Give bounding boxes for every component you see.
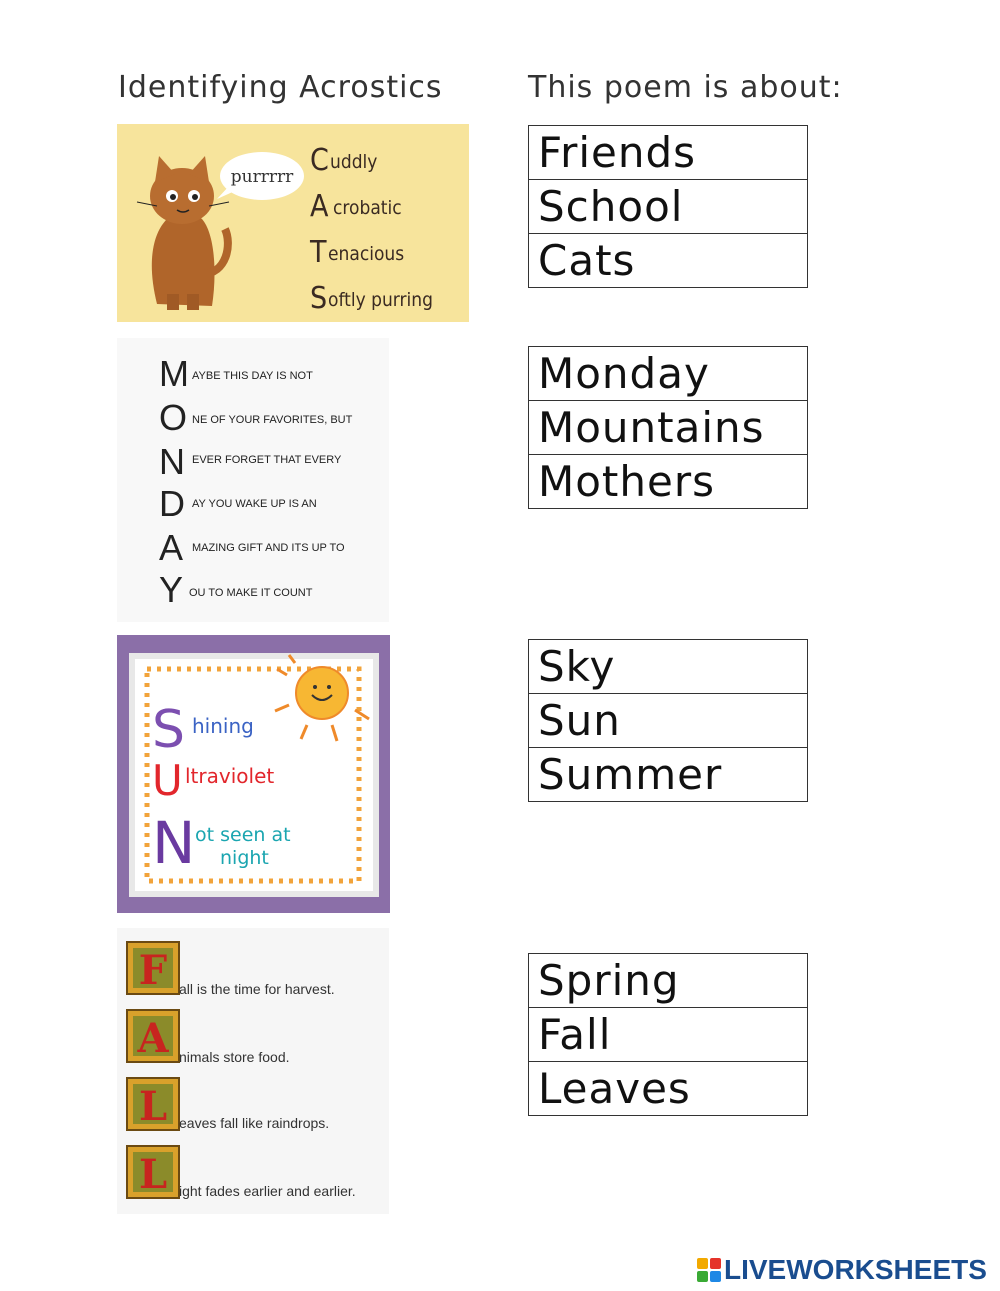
acrostic-letter: M (159, 353, 189, 394)
acrostic-line: EVER FORGET THAT EVERY (192, 454, 342, 466)
acrostic-letter: N (159, 441, 185, 482)
acrostic-letter: N (152, 809, 196, 877)
acrostic-line: enacious (328, 243, 405, 265)
answer-option[interactable]: Summer (529, 748, 807, 802)
sun-poem-image (117, 635, 390, 913)
answer-options-monday (528, 346, 808, 509)
acrostic-letter: L (138, 1083, 168, 1130)
acrostic-letter: U (152, 756, 183, 805)
acrostic-letter: A (159, 527, 184, 568)
acrostic-line: eaves fall like raindrops. (179, 1115, 330, 1131)
acrostic-line: AY YOU WAKE UP IS AN (192, 498, 317, 510)
liveworksheets-logo[interactable] (696, 1252, 987, 1288)
acrostic-line: MAZING GIFT AND ITS UP TO (192, 542, 345, 554)
acrostic-line: ot seen at (195, 824, 291, 846)
acrostic-line: nimals store food. (179, 1049, 290, 1065)
answer-option[interactable]: School (529, 180, 807, 234)
answer-option[interactable]: Cats (529, 234, 807, 288)
acrostic-line: ltraviolet (185, 764, 275, 788)
answer-option[interactable]: Friends (529, 126, 807, 180)
acrostic-line: all is the time for harvest. (179, 981, 335, 997)
worksheet-title: Identifying Acrostics (118, 70, 443, 105)
acrostic-letter: O (159, 397, 188, 438)
answer-option[interactable]: Leaves (529, 1062, 807, 1116)
answer-option[interactable]: Sky (529, 640, 807, 694)
question-prompt: This poem is about: (528, 70, 843, 105)
answer-option[interactable]: Mothers (529, 455, 807, 509)
acrostic-letter: S (310, 281, 328, 316)
acrostic-letter: S (152, 700, 186, 760)
acrostic-letter: C (310, 143, 329, 178)
acrostic-line: oftly purring (328, 289, 433, 311)
answer-option[interactable]: Monday (529, 347, 807, 401)
answer-option[interactable]: Spring (529, 954, 807, 1008)
acrostic-letter: D (159, 483, 185, 524)
monday-poem-image (117, 338, 389, 622)
acrostic-line: OU TO MAKE IT COUNT (189, 587, 313, 599)
acrostic-letter: T (310, 235, 327, 270)
acrostic-letter: Y (159, 569, 184, 610)
answer-option[interactable]: Sun (529, 694, 807, 748)
acrostic-line: uddly (330, 151, 378, 173)
acrostic-line: NE OF YOUR FAVORITES, BUT (192, 414, 353, 426)
cats-poem-image (117, 124, 469, 322)
answer-option[interactable]: Mountains (529, 401, 807, 455)
acrostic-letter: A (137, 1015, 169, 1062)
acrostic-letter: F (138, 947, 168, 994)
answer-options-cats (528, 125, 808, 288)
speech-bubble-text: purrrrr (230, 167, 294, 187)
logo-text: LIVEWORKSHEETS (724, 1254, 987, 1285)
acrostic-line: crobatic (333, 197, 402, 219)
acrostic-line: hining (192, 714, 254, 738)
answer-options-fall (528, 953, 808, 1116)
acrostic-letter: L (138, 1151, 168, 1198)
answer-option[interactable]: Fall (529, 1008, 807, 1062)
liveworksheets-logo-icon (696, 1257, 722, 1283)
acrostic-line: AYBE THIS DAY IS NOT (192, 370, 313, 382)
acrostic-line: night (220, 847, 269, 869)
answer-options-sun (528, 639, 808, 802)
fall-poem-image (117, 928, 389, 1214)
acrostic-line: ight fades earlier and earlier. (179, 1183, 356, 1199)
acrostic-letter: A (310, 189, 329, 224)
